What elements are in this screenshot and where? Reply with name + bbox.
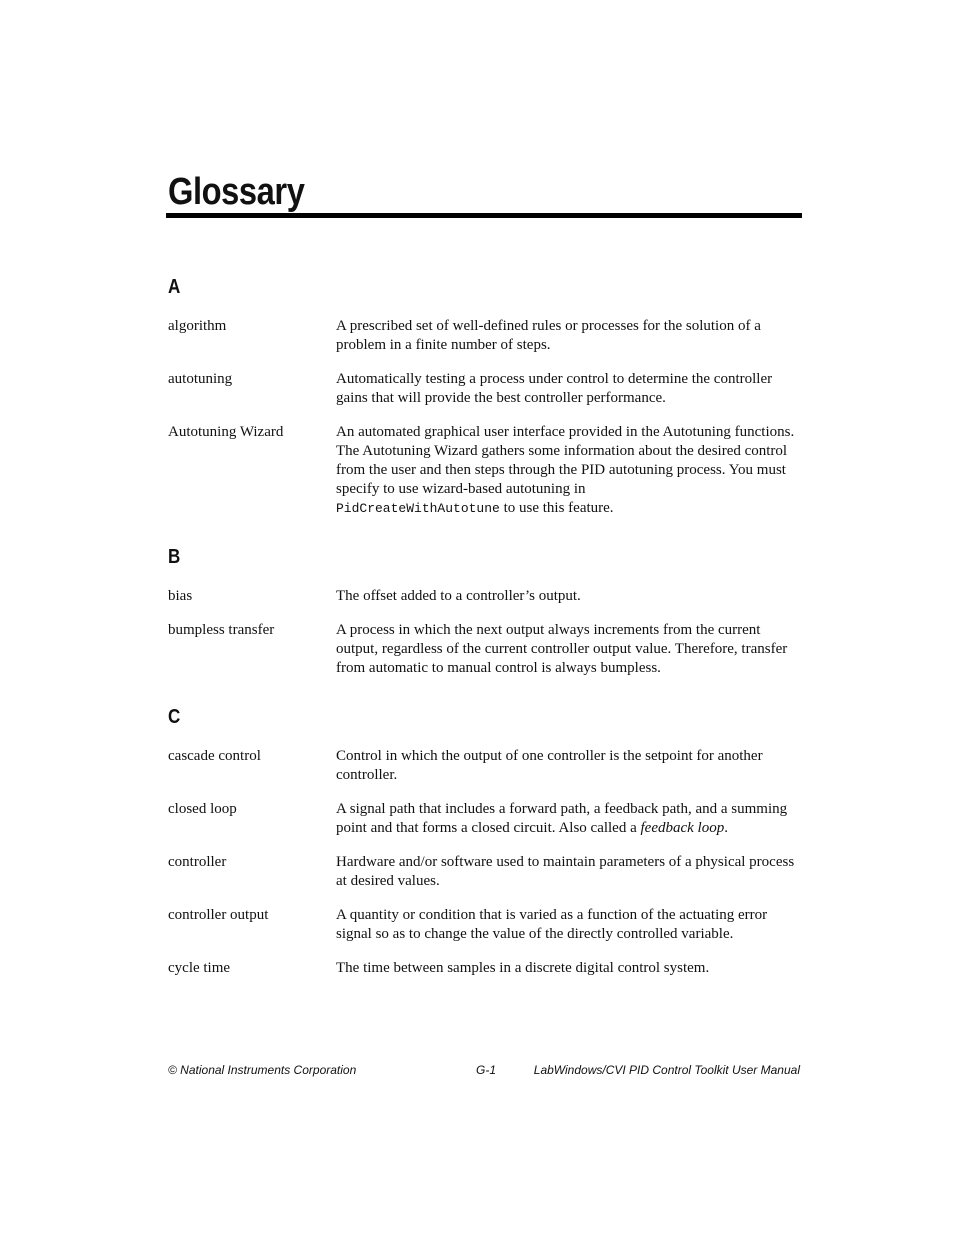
glossary-definition <box>336 423 802 518</box>
section-c <box>168 704 802 978</box>
glossary-entry <box>168 423 802 518</box>
definition-text: A signal path that includes a forward path, a feedback path, and a summing point and that forms a closed circuit. Also called a <box>336 801 788 836</box>
glossary-entry <box>168 906 802 944</box>
glossary-term: algorithm <box>168 318 227 334</box>
glossary-content <box>168 274 802 1004</box>
glossary-definition: A process in which the next output always increments from the current output, regardless of the current controller output value. Therefore, transfer from automatic to manual control is always bumpless. <box>336 622 788 676</box>
entry-list <box>168 587 802 678</box>
section-heading: C <box>168 706 181 728</box>
glossary-entry <box>168 747 802 785</box>
section-a <box>168 274 802 518</box>
section-heading: B <box>168 546 181 568</box>
definition-text: to use this feature. <box>503 500 614 516</box>
glossary-definition: Automatically testing a process under control to determine the controller gains that will provide the best controller performance. <box>336 371 773 406</box>
glossary-term: cascade control <box>168 748 261 764</box>
cross-reference-term: feedback loop <box>640 820 725 836</box>
glossary-definition: Hardware and/or software used to maintain parameters of a physical process at desired values. <box>336 854 795 889</box>
glossary-entry <box>168 853 802 891</box>
title-rule <box>166 213 802 218</box>
glossary-definition: The time between samples in a discrete digital control system. <box>336 960 710 976</box>
glossary-term: closed loop <box>168 801 237 817</box>
footer-page-number: G-1 <box>476 1063 497 1077</box>
page-title: Glossary <box>168 171 305 213</box>
glossary-entry <box>168 370 802 408</box>
glossary-definition: A prescribed set of well-defined rules or processes for the solution of a problem in a finite number of steps. <box>336 318 761 353</box>
function-name-code: PidCreateWithAutotune <box>336 501 500 516</box>
glossary-entry <box>168 800 802 838</box>
definition-text: An automated graphical user interface provided in the Autotuning functions. The Autotuning Wizard gathers some information about the desired control from the user and then steps through the PID autotuning process. You must specify to use wizard-based autotuning in <box>336 424 795 497</box>
footer-manual-title: LabWindows/CVI PID Control Toolkit User Manual <box>533 1063 800 1077</box>
glossary-term: controller <box>168 854 227 870</box>
section-b <box>168 544 802 678</box>
glossary-definition: A quantity or condition that is varied as a function of the actuating error signal so as to change the value of the directly controlled variable. <box>336 907 768 942</box>
glossary-term: Autotuning Wizard <box>168 424 284 440</box>
entry-list <box>168 317 802 518</box>
page-footer <box>168 1062 802 1078</box>
glossary-entry <box>168 959 802 978</box>
glossary-term: cycle time <box>168 960 231 976</box>
glossary-definition: The offset added to a controller’s output. <box>336 588 581 604</box>
glossary-definition: Control in which the output of one controller is the setpoint for another controller. <box>336 748 763 783</box>
section-heading: A <box>168 276 181 298</box>
glossary-term: autotuning <box>168 371 233 387</box>
glossary-term: bias <box>168 588 193 604</box>
glossary-term: controller output <box>168 907 269 923</box>
glossary-definition <box>336 800 802 838</box>
glossary-entry <box>168 317 802 355</box>
footer-copyright: © National Instruments Corporation <box>168 1063 357 1077</box>
glossary-entry <box>168 621 802 678</box>
entry-list <box>168 747 802 978</box>
definition-text: . <box>724 820 728 836</box>
glossary-entry <box>168 587 802 606</box>
glossary-term: bumpless transfer <box>168 622 275 638</box>
